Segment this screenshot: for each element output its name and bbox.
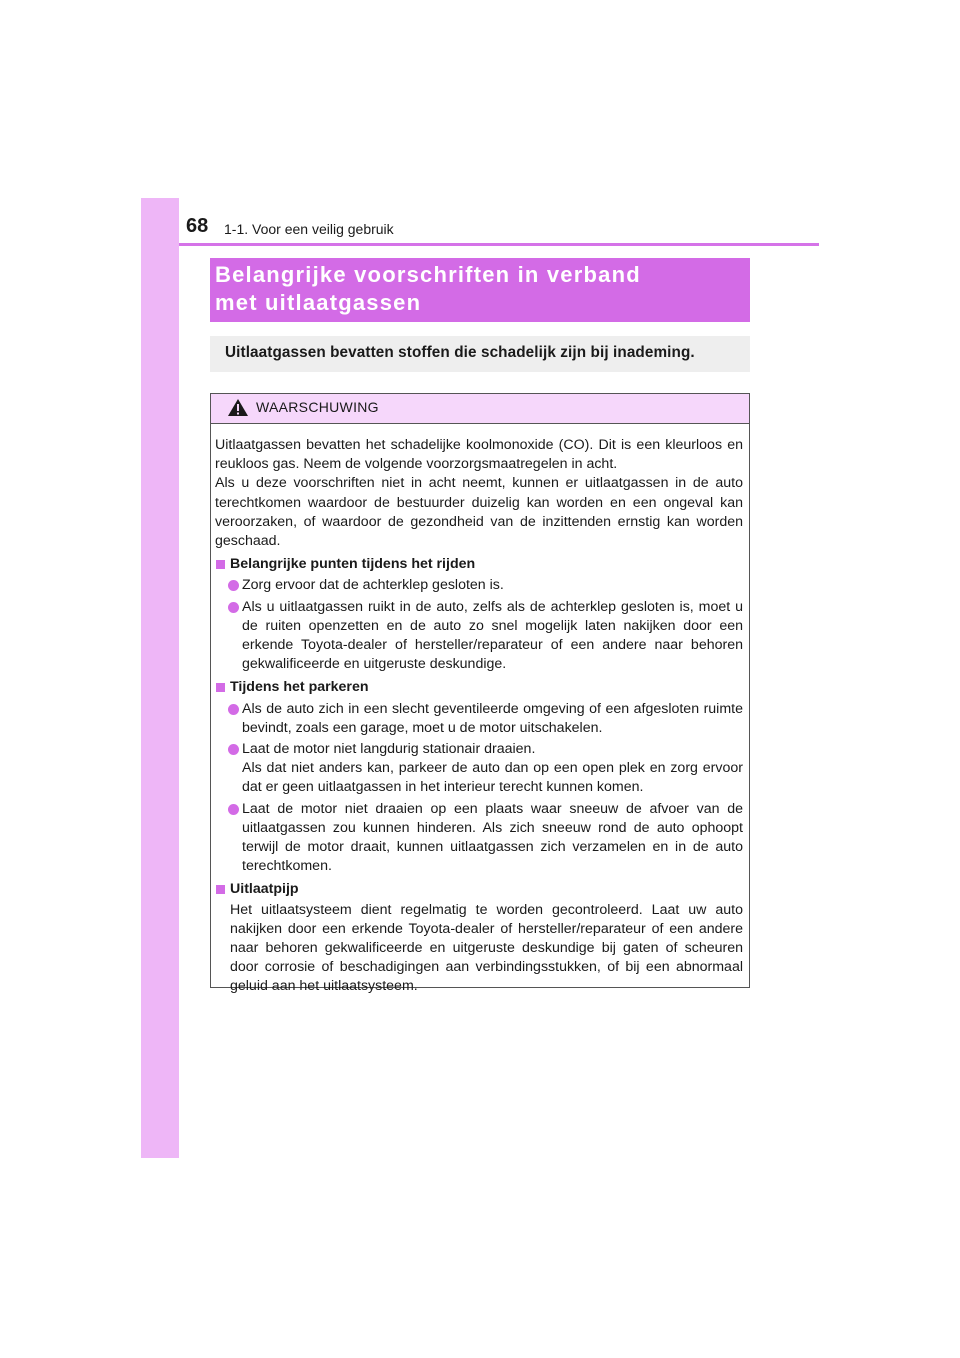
list-item-text: Zorg ervoor dat de achterklep gesloten is.: [242, 577, 504, 594]
list-item-text-continued: Als dat niet anders kan, parkeer de auto dan op een open plek en zorg ervoor dat er geen uitlaatgassen in het interieur terecht kunnen komen.: [242, 760, 743, 796]
section-heading-text: Uitlaatpijp: [230, 881, 299, 898]
warning-label: WAARSCHUWING: [256, 399, 379, 415]
square-bullet-icon: [216, 683, 225, 692]
warning-intro-paragraph-2: Als u deze voorschriften niet in acht neemt, kunnen er uitlaatgassen in de auto terechtkomen waardoor de bestuurder duizelig kan worden en een ongeval kan veroorzaken, of waardoor de gezondheid van de inzittenden ernstig kan worden geschaad.: [215, 475, 743, 550]
square-bullet-icon: [216, 560, 225, 569]
round-bullet-icon: [228, 704, 239, 715]
warning-header: [211, 394, 749, 424]
list-item-text: Als u uitlaatgassen ruikt in de auto, zelfs als de achterklep gesloten is, moet u de ruiten openzetten en de auto zo snel mogelijk laten nakijken door een erkende Toyota-dealer of hersteller/reparateur of een andere naar behoren gekwalificeerde en uitgeruste deskundige.: [242, 598, 743, 673]
intro-summary-box: [210, 336, 750, 372]
square-bullet-icon: [216, 885, 225, 894]
list-item: [215, 700, 743, 738]
section-heading-text: Tijdens het parkeren: [230, 679, 369, 696]
list-item: [215, 740, 743, 798]
round-bullet-icon: [228, 580, 239, 591]
intro-summary-text: Uitlaatgassen bevatten stoffen die schadelijk zijn bij inademing.: [225, 344, 695, 361]
page-title-banner: [210, 258, 750, 322]
section-heading-exhaust-pipe: [215, 880, 743, 899]
warning-body: [211, 424, 749, 997]
header-divider: [179, 243, 819, 246]
page-number: 68: [186, 215, 209, 237]
round-bullet-icon: [228, 744, 239, 755]
section-reference: 1-1. Voor een veilig gebruik: [224, 221, 394, 237]
round-bullet-icon: [228, 602, 239, 613]
list-item: [215, 800, 743, 877]
warning-triangle-icon: [227, 398, 249, 417]
page-title-line-1: Belangrijke voorschriften in verband: [215, 262, 641, 287]
page-title-line-2: met uitlaatgassen: [215, 290, 422, 315]
list-item: [215, 576, 743, 595]
round-bullet-icon: [228, 804, 239, 815]
list-item-text: Laat de motor niet draaien op een plaats waar sneeuw de afvoer van de uitlaatgassen zou kunnen hinderen. Als zich sneeuw rond de auto ophoopt terwijl de motor draait, kunnen uitlaatgassen zich verzamelen en in de auto terechtkomen.: [242, 800, 743, 875]
list-item-text: Laat de motor niet langdurig stationair draaien.: [242, 741, 536, 758]
warning-box: [210, 393, 750, 995]
warning-intro-paragraph-1: Uitlaatgassen bevatten het schadelijke koolmonoxide (CO). Dit is een kleurloos en reukloos gas. Neem de volgende voorzorgsmaatregelen in acht.: [215, 437, 743, 473]
section-heading-driving: [215, 555, 743, 574]
section-heading-text: Belangrijke punten tijdens het rijden: [230, 556, 476, 573]
list-item: [215, 598, 743, 675]
list-item-text: Als de auto zich in een slecht geventileerde omgeving of een afgesloten ruimte bevindt, zoals een garage, moet u de motor uitschakelen.: [242, 700, 743, 736]
exhaust-pipe-paragraph: Het uitlaatsysteem dient regelmatig te worden gecontroleerd. Laat uw auto nakijken door een erkende Toyota-dealer of hersteller/reparateur of een andere naar behoren gekwalificeerde en uitgeruste deskundige bij gaten of scheuren door corrosie of beschadigingen aan verbindingsstukken, of bij een abnormaal geluid aan het uitlaatsysteem.: [230, 901, 743, 995]
section-heading-parking: [215, 678, 743, 697]
chapter-side-tab: [141, 198, 179, 1158]
